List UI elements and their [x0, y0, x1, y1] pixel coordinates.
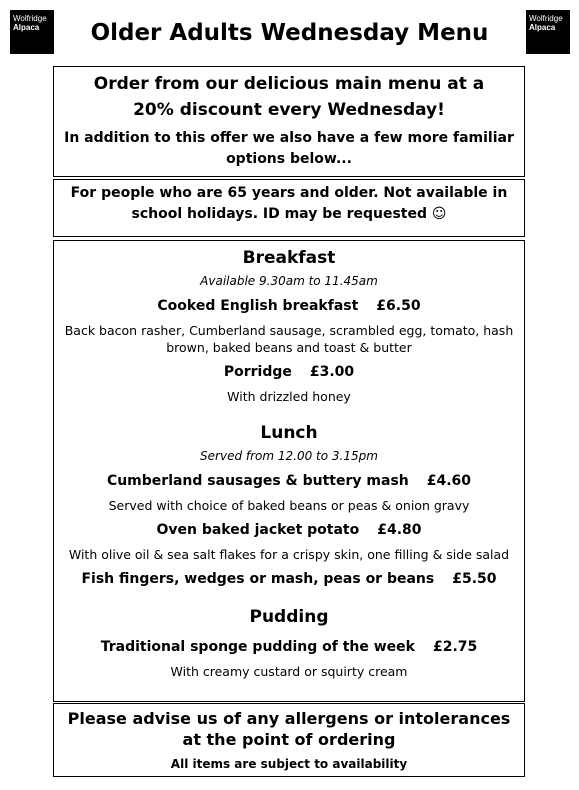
menu-item-name: Cumberland sausages & buttery mash: [106, 473, 409, 489]
logo-text-line2: Alpaca: [13, 23, 40, 32]
section-title-pudding: Pudding: [249, 607, 329, 627]
promo-line2: 20% discount every Wednesday!: [133, 100, 445, 120]
section-title-lunch: Lunch: [260, 423, 318, 443]
menu-box: [53, 240, 525, 702]
menu-item-name: Cooked English breakfast: [157, 298, 359, 314]
promo-subtext: In addition to this offer we also have a few more familiar options below...: [64, 130, 514, 167]
eligibility-text: For people who are 65 years and older. Not available in school holidays. ID may be requested ☺: [70, 185, 508, 222]
section-times-lunch: Served from 12.00 to 3.15pm: [200, 449, 378, 463]
allergy-notice: Please advise us of any allergens or intolerances at the point of ordering: [67, 709, 511, 749]
menu-item-description: With olive oil & sea salt flakes for a crispy skin, one filling & side salad: [68, 547, 510, 562]
menu-item-description: Back bacon rasher, Cumberland sausage, scrambled egg, tomato, hash brown, baked beans and toast & butter: [64, 323, 514, 355]
menu-item-name: Oven baked jacket potato: [156, 522, 360, 538]
menu-item: [54, 296, 524, 316]
menu-item-name: Porridge: [223, 364, 292, 380]
logo-right: [526, 10, 570, 54]
menu-item: [54, 471, 524, 491]
menu-item-description: With creamy custard or squirty cream: [170, 664, 408, 679]
section-times-breakfast: Available 9.30am to 11.45am: [200, 274, 378, 288]
promo-box: [53, 66, 525, 177]
menu-item-description: With drizzled honey: [227, 389, 351, 404]
menu-item: [54, 637, 524, 657]
menu-item: [54, 569, 524, 589]
logo-text-line2: Alpaca: [529, 23, 556, 32]
menu-item-name: Fish fingers, wedges or mash, peas or beans: [81, 571, 435, 587]
menu-item-price: £4.60: [426, 473, 472, 489]
logo-text-line1: Wolfridge: [529, 14, 563, 23]
menu-item-price: £6.50: [376, 298, 421, 314]
promo-line1: Order from our delicious main menu at a: [93, 74, 485, 94]
section-title-breakfast: Breakfast: [242, 248, 336, 268]
menu-item-price: £4.80: [377, 522, 422, 538]
availability-note: All items are subject to availability: [170, 757, 408, 771]
menu-item: [54, 362, 524, 382]
logo-text-line1: Wolfridge: [13, 14, 47, 23]
menu-item-description: Served with choice of baked beans or peas & onion gravy: [108, 498, 470, 513]
logo-left: [10, 10, 54, 54]
footer-box: [53, 703, 525, 777]
menu-item-price: £2.75: [432, 639, 478, 655]
menu-item: [54, 520, 524, 540]
eligibility-box: [53, 179, 525, 237]
menu-item-price: £5.50: [452, 571, 497, 587]
menu-item-price: £3.00: [309, 364, 355, 380]
page-title: Older Adults Wednesday Menu: [90, 20, 489, 46]
menu-item-name: Traditional sponge pudding of the week: [100, 639, 415, 655]
